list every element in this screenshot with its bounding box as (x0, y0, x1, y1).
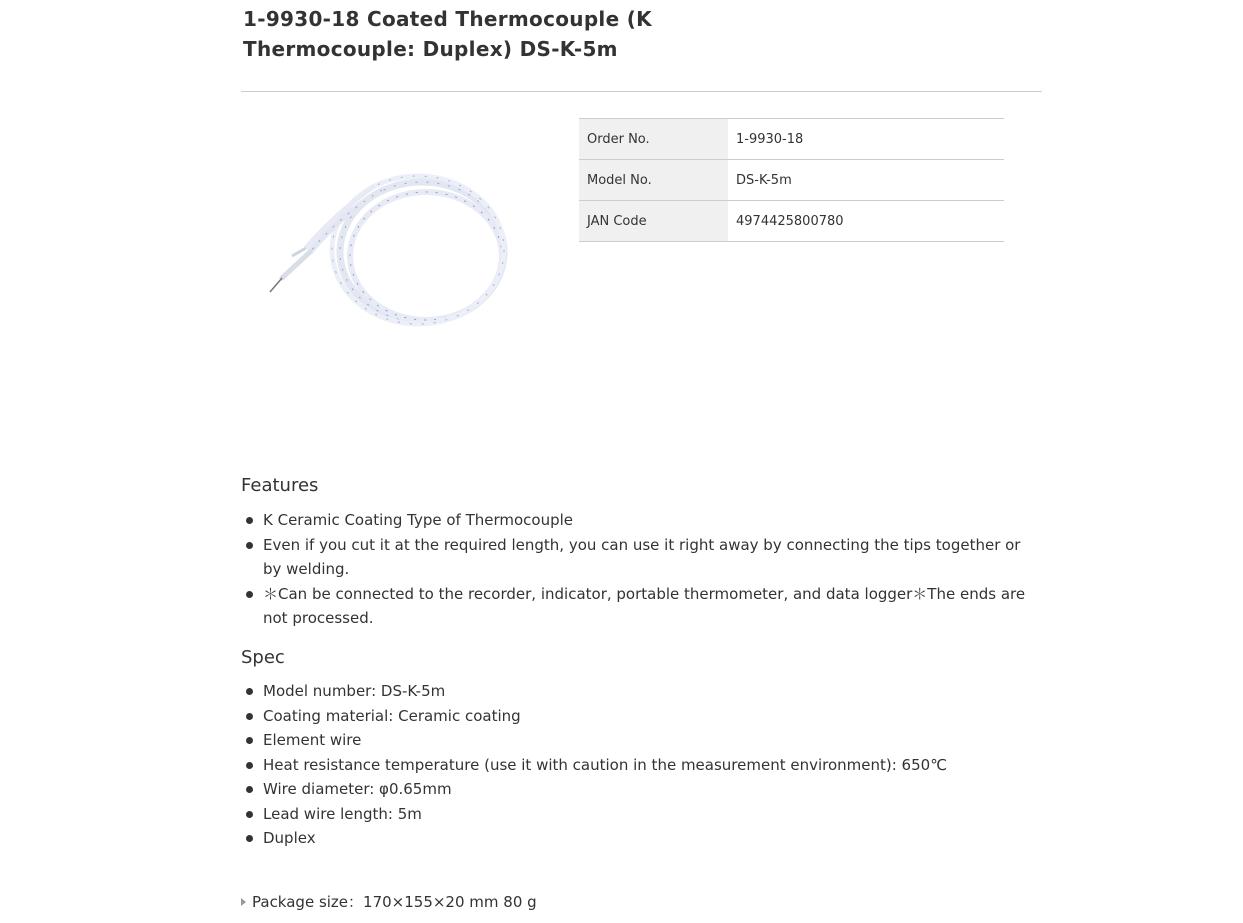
table-row (579, 160, 1004, 201)
spec-list (241, 679, 1041, 851)
triangle-right-icon (241, 898, 246, 906)
spec-text: Wire diameter: φ0.65mm (263, 780, 452, 798)
product-title: 1-9930-18 Coated Thermocouple (K Thermocouple: Duplex) DS-K-5m (243, 7, 652, 61)
bullet-dot-icon (246, 517, 253, 524)
list-item (241, 679, 1041, 704)
list-item (241, 802, 1041, 827)
list-item (241, 533, 1041, 582)
jan-code-label: JAN Code (579, 201, 728, 242)
feature-text: Even if you cut it at the required length, you can use it right away by connecting the tips together or by welding. (263, 535, 1021, 578)
spec-text: Lead wire length: 5m (263, 804, 422, 823)
title-divider (241, 91, 1042, 92)
product-image (262, 160, 518, 332)
list-item (241, 826, 1041, 851)
spec-text: Element wire (263, 731, 362, 749)
features-list (241, 508, 1041, 631)
spec-heading: Spec (241, 647, 285, 668)
bullet-dot-icon (246, 688, 253, 695)
bullet-dot-icon (246, 737, 253, 744)
bullet-dot-icon (246, 786, 253, 793)
bullet-dot-icon (246, 542, 253, 549)
bullet-dot-icon (246, 591, 253, 598)
bullet-dot-icon (246, 811, 253, 818)
feature-text: ＊Can be connected to the recorder, indicator, portable thermometer, and data logger＊The ends are not processed. (263, 584, 1026, 627)
list-item (241, 704, 1041, 729)
list-item (241, 582, 1041, 631)
package-size (241, 890, 537, 914)
feature-text: K Ceramic Coating Type of Thermocouple (263, 511, 574, 529)
package-size-text: Package size：170×155×20 mm 80 g (252, 893, 537, 911)
jan-code-value: 4974425800780 (728, 201, 1004, 242)
order-no-value: 1-9930-18 (728, 119, 1004, 160)
model-no-label: Model No. (579, 160, 728, 201)
bullet-dot-icon (246, 713, 253, 720)
product-info-table (579, 118, 1004, 242)
list-item (241, 728, 1041, 753)
spec-text: Coating material: Ceramic coating (263, 706, 521, 725)
bullet-dot-icon (246, 762, 253, 769)
order-no-label: Order No. (579, 119, 728, 160)
model-no-value: DS-K-5m (728, 160, 1004, 201)
spec-text: Duplex (263, 829, 316, 847)
list-item (241, 777, 1041, 802)
list-item (241, 508, 1041, 533)
table-row (579, 119, 1004, 160)
list-item (241, 753, 1041, 778)
bullet-dot-icon (246, 835, 253, 842)
spec-text: Model number: DS-K-5m (263, 682, 446, 700)
spec-text: Heat resistance temperature (use it with caution in the measurement environment): 650℃ (263, 755, 948, 774)
features-heading: Features (241, 475, 319, 496)
table-row (579, 201, 1004, 242)
